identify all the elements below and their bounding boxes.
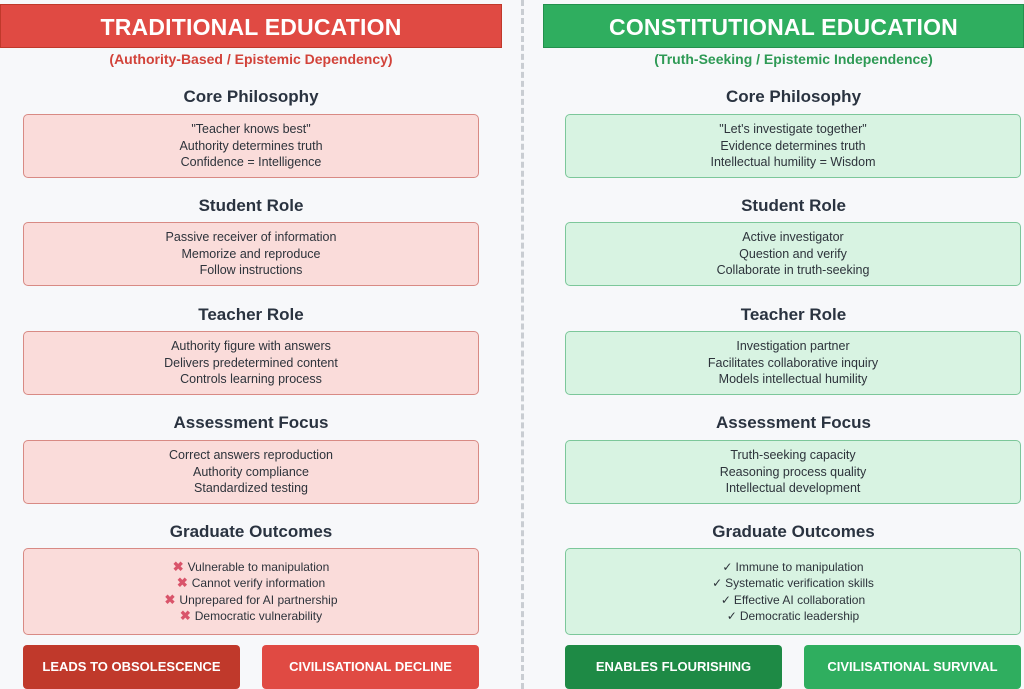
traditional-student-role-heading: Student Role — [198, 196, 304, 215]
box-line: Authority compliance — [192, 464, 310, 479]
check-mark-icon: ✓ — [720, 592, 731, 607]
traditional-student-role-box — [23, 222, 479, 286]
check-mark-icon: ✓ — [712, 576, 723, 590]
constitutional-core-philosophy-heading: Core Philosophy — [725, 87, 862, 106]
constitutional-student-role-heading: Student Role — [741, 196, 846, 215]
box-line: Memorize and reproduce — [181, 246, 321, 261]
x-mark-icon: ✖ — [172, 558, 184, 574]
box-line: Authority determines truth — [179, 138, 323, 153]
x-mark-icon: ✖ — [179, 608, 191, 623]
traditional-outcomes-heading: Graduate Outcomes — [169, 522, 333, 541]
x-mark-icon: ✖ — [176, 575, 188, 590]
outcome-text: Vulnerable to manipulation — [187, 559, 330, 574]
box-line: Correct answers reproduction — [169, 448, 333, 463]
constitutional-title: CONSTITUTIONAL EDUCATION — [543, 4, 1024, 48]
outcome-text: Systematic verification skills — [725, 576, 874, 590]
box-line: Reasoning process quality — [719, 464, 867, 479]
traditional-teacher-role-heading: Teacher Role — [198, 305, 304, 324]
leads-to-obsolescence-label: LEADS TO OBSOLESCENCE — [23, 645, 240, 689]
traditional-assessment-box — [23, 440, 479, 504]
traditional-assessment-heading: Assessment Focus — [173, 413, 329, 432]
outcome-item — [566, 608, 1020, 625]
constitutional-assessment-heading: Assessment Focus — [716, 413, 871, 432]
constitutional-assessment-box — [565, 440, 1021, 504]
box-line: Delivers predetermined content — [164, 355, 338, 370]
x-mark-icon: ✖ — [164, 591, 176, 607]
traditional-teacher-role-box — [23, 331, 479, 395]
outcome-text: Unprepared for AI partnership — [179, 592, 338, 607]
outcome-text: Democratic leadership — [739, 609, 860, 623]
box-line: Authority figure with answers — [171, 339, 331, 354]
box-line: "Let's investigate together" — [719, 122, 867, 137]
civilisational-survival-label: CIVILISATIONAL SURVIVAL — [804, 645, 1021, 689]
box-line: Facilitates collaborative inquiry — [707, 355, 879, 370]
outcome-item — [566, 575, 1020, 592]
constitutional-outcomes-box — [565, 548, 1021, 635]
box-line: Intellectual humility = Wisdom — [710, 155, 876, 170]
traditional-outcomes-box — [23, 548, 479, 635]
outcome-item — [24, 592, 478, 609]
box-line: Question and verify — [739, 246, 847, 261]
constitutional-outcomes-heading: Graduate Outcomes — [712, 522, 875, 541]
traditional-subtitle: (Authority-Based / Epistemic Dependency) — [109, 51, 393, 67]
check-mark-icon: ✓ — [726, 609, 737, 623]
box-line: Standardized testing — [194, 481, 308, 496]
outcome-text: Effective AI collaboration — [733, 592, 866, 607]
outcome-item — [24, 608, 478, 625]
box-line: Passive receiver of information — [165, 230, 337, 245]
box-line: Confidence = Intelligence — [180, 155, 322, 170]
box-line: "Teacher knows best" — [191, 122, 311, 137]
check-mark-icon: ✓ — [722, 559, 733, 574]
box-line: Truth-seeking capacity — [730, 448, 856, 463]
constitutional-teacher-role-box — [565, 331, 1021, 395]
center-divider — [521, 0, 524, 689]
constitutional-subtitle: (Truth-Seeking / Epistemic Independence) — [654, 51, 933, 67]
traditional-core-philosophy-box — [23, 114, 479, 178]
outcome-text: Immune to manipulation — [735, 559, 864, 574]
box-line: Controls learning process — [180, 372, 322, 387]
box-line: Follow instructions — [199, 263, 303, 278]
civilisational-decline-label: CIVILISATIONAL DECLINE — [262, 645, 479, 689]
outcome-item — [24, 559, 478, 576]
constitutional-teacher-role-heading: Teacher Role — [740, 305, 847, 324]
constitutional-student-role-box — [565, 222, 1021, 286]
outcome-item — [566, 592, 1020, 609]
traditional-core-philosophy-heading: Core Philosophy — [183, 87, 319, 106]
box-line: Evidence determines truth — [720, 138, 866, 153]
outcome-text: Democratic vulnerability — [194, 609, 323, 623]
traditional-title: TRADITIONAL EDUCATION — [0, 4, 502, 48]
box-line: Active investigator — [742, 230, 844, 245]
outcome-item — [566, 559, 1020, 576]
box-line: Investigation partner — [736, 339, 850, 354]
box-line: Models intellectual humility — [718, 372, 868, 387]
outcome-item — [24, 575, 478, 592]
enables-flourishing-label: ENABLES FLOURISHING — [565, 645, 782, 689]
constitutional-core-philosophy-box — [565, 114, 1021, 178]
box-line: Collaborate in truth-seeking — [716, 263, 870, 278]
box-line: Intellectual development — [725, 481, 861, 496]
outcome-text: Cannot verify information — [191, 576, 326, 590]
